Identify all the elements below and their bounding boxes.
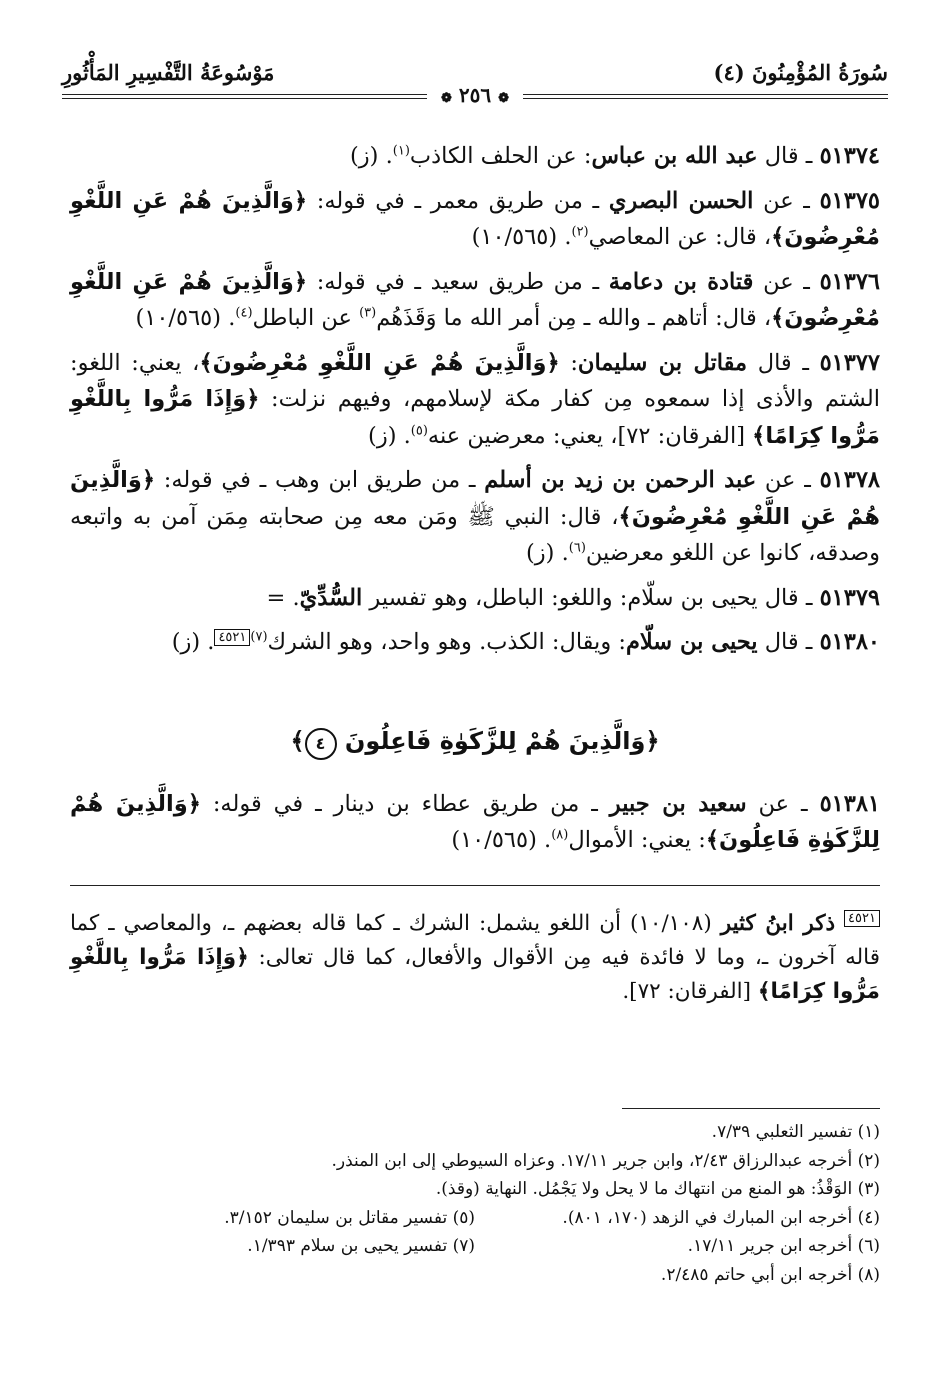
entry-text: ـ عن xyxy=(753,268,820,295)
commentary-divider xyxy=(70,885,880,886)
quran-quote: ﴿وَالَّذِينَ هُمْ عَنِ اللَّغْوِ مُعْرِضُونَ﴾ xyxy=(199,349,560,376)
entry-text: : ويقال: الكذب. وهو واحد، وهو الشرك xyxy=(267,629,626,655)
footnote-1: (١) تفسير الثعلبي ٧/٣٩. xyxy=(711,1122,880,1142)
entry-source: . (١٠/٥٦٥) xyxy=(471,224,572,250)
entry-text: : يعني: الأموال xyxy=(568,827,706,853)
entry-number: ٥١٣٧٥ xyxy=(819,187,880,214)
verse-close: ﴾ xyxy=(290,726,305,755)
quran-quote: ﴿وَالَّذِينَ هُمْ لِلزَّكَوٰةِ فَاعِلُونَ﴾ xyxy=(70,790,880,853)
narrator-name: مقاتل بن سليمان xyxy=(577,349,748,376)
narrator-name: الحسن البصري xyxy=(608,187,754,214)
commentator-name: ذكر ابنُ كثير xyxy=(720,911,836,936)
entry-number: ٥١٣٧٤ xyxy=(819,143,880,169)
footnote-3: (٣) الوَقْذُ: هو المنع من انتهاك ما لا يحل ولا يَجْمُل. النهاية (وقذ). xyxy=(435,1179,880,1199)
entry-source: . (١٠/٥٦٥) xyxy=(451,827,552,853)
entry-51377 xyxy=(70,345,880,455)
entry-text: : عن الحلف الكاذب xyxy=(409,143,592,169)
narrator-name: السُّدِّيّ xyxy=(299,584,363,611)
entry-text: : xyxy=(559,349,578,376)
footnote-ref[interactable]: (١) xyxy=(392,143,410,159)
footnote-ref[interactable]: (٣) xyxy=(359,305,377,321)
footnote-2: (٢) أخرجه عبدالرزاق ٢/٤٣، وابن جرير ١٧/١١. وعزاه السيوطي إلى ابن المنذر. xyxy=(331,1150,880,1171)
entry-text: ـ قال xyxy=(747,349,820,376)
footnotes-divider xyxy=(622,1108,880,1109)
entry-text: ـ من طريق معمر ـ في قوله: xyxy=(307,187,609,214)
footnote-row xyxy=(70,1204,880,1233)
surah-reference: [الفرقان: ٧٢] xyxy=(617,422,753,449)
entry-source: . (ز) xyxy=(350,143,393,169)
footnote-ref[interactable]: (٦) xyxy=(568,540,586,556)
entry-number: ٥١٣٨١ xyxy=(819,790,880,817)
entry-text: ، قال: النبي ﷺ ومَن معه مِن صحابته مِمَن آمن به واتبعه وصدقه، كانوا عن اللغو معرضين xyxy=(70,503,880,566)
entry-51375 xyxy=(70,183,880,256)
entry-51378 xyxy=(70,462,880,572)
narrator-name: عبد الله بن عباس xyxy=(591,143,758,169)
page-number: ٢٥٦ xyxy=(458,83,492,107)
quran-quote: ﴿وَالَّذِينَ هُمْ عَنِ اللَّغْوِ مُعْرِضُونَ﴾ xyxy=(70,268,880,331)
entry-51374 xyxy=(70,138,880,175)
entry-text: ـ من طريق عطاء بن دينار ـ في قوله: xyxy=(200,790,610,817)
entry-text: ـ عن xyxy=(746,790,820,817)
entry-text: ، يعني: اللغو: الشتم والأذى إذا سمعوه مِن كفار مكة لإسلامهم، وفيهم نزلت: xyxy=(70,349,880,412)
running-header xyxy=(62,58,888,106)
entry-text: ، قال: أتاهم ـ والله ـ مِن أمر الله ما وَقَذَهُم xyxy=(376,305,772,331)
verse-text: ﴿وَالَّذِينَ هُمْ لِلزَّكَوٰةِ فَاعِلُونَ xyxy=(344,726,660,755)
entry-source: . (ز) xyxy=(526,540,569,566)
page-number-box xyxy=(427,83,523,107)
quran-quote: ﴿وَالَّذِينَ هُمْ عَنِ اللَّغْوِ مُعْرِضُونَ﴾ xyxy=(70,467,880,530)
main-text xyxy=(70,138,880,1031)
ornament-icon: ❁ xyxy=(441,91,452,106)
surah-reference: [الفرقان: ٧٢]. xyxy=(622,979,758,1004)
entry-number: ٥١٣٧٧ xyxy=(819,349,881,376)
commentary-block xyxy=(70,907,880,1009)
entry-text: ، يعني: معرضين عنه xyxy=(427,422,618,449)
surah-title: سُورَةُ المُؤْمِنُونَ (٤) xyxy=(713,60,888,85)
entry-text: ـ قال xyxy=(757,143,820,169)
footnote-row xyxy=(70,1232,880,1261)
footnote-ref[interactable]: (٢) xyxy=(571,224,589,240)
quran-quote: ﴿وَإِذَا مَرُّوا بِاللَّغْوِ مَرُّوا كِرَامًا﴾ xyxy=(70,386,880,449)
commentary-code-box[interactable]: ٤٥٢١ xyxy=(214,629,250,646)
entry-51376 xyxy=(70,264,880,337)
entry-number: ٥١٣٨٠ xyxy=(819,629,880,655)
commentary-code-box: ٤٥٢١ xyxy=(844,910,880,927)
entry-number: ٥١٣٧٦ xyxy=(819,268,880,295)
entry-text: ـ قال يحيى بن سلّام: واللغو: الباطل، وهو تفسير xyxy=(362,584,820,611)
commentary-text: (١٠/١٠٨) أن اللغو يشمل: الشرك ـ كما قاله بعضهم ـ، والمعاصي ـ كما قاله آخرون ـ، وما لا فائدة فيه مِن الأقوال والأفعال، كما قال تعالى: xyxy=(70,911,880,970)
ayah-number-marker: ٤ xyxy=(305,728,337,760)
entry-text: عن الباطل xyxy=(252,305,360,331)
footnote-ref[interactable]: (٨) xyxy=(551,827,569,843)
entry-number: ٥١٣٧٩ xyxy=(819,584,880,611)
entry-51379 xyxy=(70,580,880,617)
footnotes xyxy=(70,1118,880,1289)
entry-number: ٥١٣٧٨ xyxy=(819,467,880,493)
footnote-8: (٨) أخرجه ابن أبي حاتم ٢/٤٨٥. xyxy=(660,1264,880,1285)
narrator-name: قتادة بن دعامة xyxy=(608,268,754,295)
entry-source: . (١٠/٥٦٥) xyxy=(135,305,236,331)
verse-heading xyxy=(70,723,880,760)
entry-text: ـ قال xyxy=(757,629,820,655)
book-title: مَوْسُوعَةُ التَّفْسِيرِ المَأْثُورِ xyxy=(62,60,275,85)
entry-51381 xyxy=(70,786,880,859)
footnote-7: (٧) تفسير يحيى بن سلام ١/٣٩٣. xyxy=(247,1236,475,1256)
entry-source: . (ز) xyxy=(171,629,215,655)
footnote-ref[interactable]: (٥) xyxy=(410,423,428,438)
footnote-5: (٥) تفسير مقاتل بن سليمان ٣/١٥٢. xyxy=(224,1207,475,1228)
entry-text: ، قال: عن المعاصي xyxy=(588,224,772,250)
footnote-6: (٦) أخرجه ابن جرير ١٧/١١. xyxy=(687,1236,880,1256)
entry-text: ـ عن xyxy=(756,467,820,493)
entry-source: . = xyxy=(266,584,300,611)
entry-text: ـ عن xyxy=(753,187,820,214)
entry-51380 xyxy=(70,624,880,661)
quran-quote: ﴿وَإِذَا مَرُّوا بِاللَّغْوِ مَرُّوا كِرَامًا﴾ xyxy=(70,945,880,1004)
entry-text: ـ من طريق ابن وهب ـ في قوله: xyxy=(155,467,485,493)
entry-source: . (ز) xyxy=(368,422,411,449)
footnote-4: (٤) أخرجه ابن المبارك في الزهد (١٧٠، ٨٠١). xyxy=(562,1207,880,1228)
footnote-ref[interactable]: (٤) xyxy=(235,305,253,321)
narrator-name: عبد الرحمن بن زيد بن أسلم xyxy=(484,467,757,493)
entry-text: ـ من طريق سعيد ـ في قوله: xyxy=(307,268,609,295)
footnote-ref[interactable]: (٧) xyxy=(250,629,268,645)
quran-quote: ﴿وَالَّذِينَ هُمْ عَنِ اللَّغْوِ مُعْرِضُونَ﴾ xyxy=(70,187,880,250)
narrator-name: سعيد بن جبير xyxy=(609,790,747,817)
ornament-icon: ❁ xyxy=(498,91,509,106)
narrator-name: يحيى بن سلّام xyxy=(625,629,758,655)
